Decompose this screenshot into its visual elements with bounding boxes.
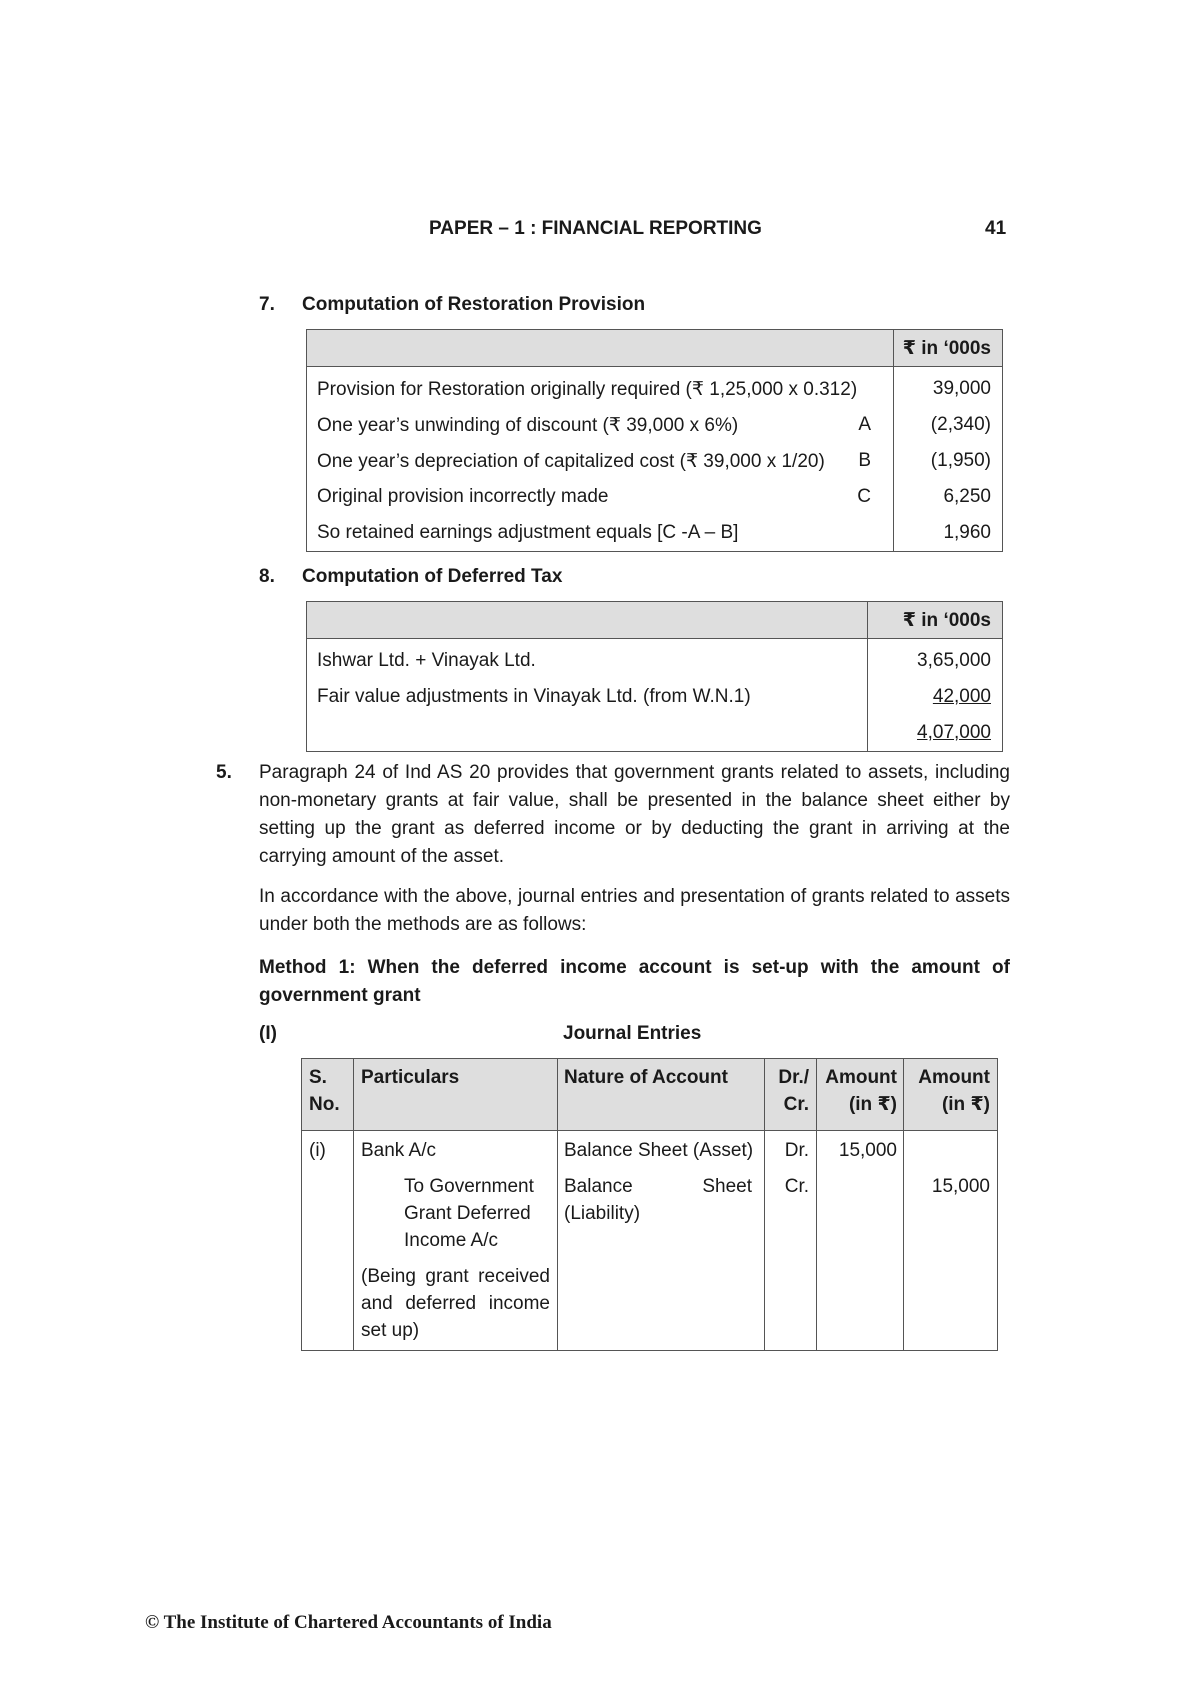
row-value: (2,340): [894, 407, 1003, 443]
deferred-tax-table: [306, 601, 1003, 752]
answer-5-number: 5.: [216, 762, 232, 783]
sub-label: (I): [259, 1023, 277, 1044]
entry-2-particular: To Government Grant Deferred Income A/c: [404, 1176, 534, 1251]
header-amount-cr: Amount (in ₹): [904, 1059, 998, 1131]
total-value: 4,07,000: [917, 722, 991, 743]
table-row: [307, 479, 1003, 515]
entry-1-particular: Bank A/c: [361, 1140, 436, 1161]
section-8-number: 8.: [259, 566, 275, 587]
row-desc: Ishwar Ltd. + Vinayak Ltd.: [307, 639, 868, 680]
row-value: (1,950): [894, 443, 1003, 479]
header-sno: S. No.: [302, 1059, 354, 1131]
copyright-footer: © The Institute of Chartered Accountants of India: [145, 1612, 552, 1633]
answer-5-paragraph-1: Paragraph 24 of Ind AS 20 provides that government grants related to assets, including non-monetary grants at fair value, shall be presented in the balance sheet either by setting up the grant as deferred income or by deducting the grant in arriving at the carrying amount of the asset.: [259, 762, 1010, 867]
row-value: 3,65,000: [868, 639, 1003, 680]
journal-entries-title: Journal Entries: [563, 1023, 702, 1044]
method-1-heading: Method 1: When the deferred income account is set-up with the amount of government grant: [259, 957, 1010, 1006]
entry-1-nature: Balance Sheet (Asset): [564, 1140, 754, 1161]
row-desc: Original provision incorrectly made: [317, 486, 609, 507]
entry-2-drcr: Cr.: [784, 1176, 809, 1197]
row-desc: [307, 715, 868, 752]
table-row: [307, 367, 1003, 408]
entry-sno: (i): [302, 1131, 354, 1351]
restoration-provision-table: [306, 329, 1003, 552]
table-row: [307, 443, 1003, 479]
row-tag: A: [858, 413, 871, 435]
row-desc: Provision for Restoration originally required (₹ 1,25,000 x 0.312): [317, 378, 858, 400]
header-particulars: Particulars: [354, 1059, 558, 1131]
entry-2-amount: 15,000: [931, 1176, 990, 1197]
table-row: [307, 679, 1003, 715]
table-header-row: [302, 1059, 998, 1131]
section-7-title: Computation of Restoration Provision: [302, 294, 646, 315]
header-drcr: Dr./ Cr.: [765, 1059, 817, 1131]
entry-1-drcr: Dr.: [784, 1140, 809, 1161]
row-tag: B: [858, 449, 871, 471]
answer-5-paragraph-2: In accordance with the above, journal entries and presentation of grants related to assets under both the methods are as follows:: [259, 886, 1010, 935]
row-value: 6,250: [894, 479, 1003, 515]
running-header-title: PAPER – 1 : FINANCIAL REPORTING: [429, 218, 762, 239]
table-row: [307, 715, 1003, 752]
entry-narration: (Being grant received and deferred income set up): [361, 1266, 550, 1341]
table-row: [307, 639, 1003, 680]
row-desc: So retained earnings adjustment equals [C -A – B]: [317, 522, 739, 543]
row-tag: C: [857, 486, 871, 507]
section-8-title: Computation of Deferred Tax: [302, 566, 563, 587]
table-row: [307, 407, 1003, 443]
table-header-row: [307, 330, 1003, 367]
entry-1-amount: 15,000: [838, 1140, 897, 1161]
row-desc: One year’s unwinding of discount (₹ 39,000 x 6%): [317, 414, 739, 436]
table-header-row: [307, 602, 1003, 639]
journal-entries-table: [301, 1058, 998, 1351]
unit-header: ₹ in ‘000s: [868, 602, 1003, 639]
unit-header: ₹ in ‘000s: [894, 330, 1003, 367]
table-row: [307, 515, 1003, 552]
section-7-number: 7.: [259, 294, 275, 315]
entry-2-nature: Balance Sheet (Liability): [564, 1176, 752, 1224]
header-nature: Nature of Account: [558, 1059, 765, 1131]
header-amount-dr: Amount (in ₹): [817, 1059, 904, 1131]
row-desc: Fair value adjustments in Vinayak Ltd. (from W.N.1): [307, 679, 868, 715]
table-row: [302, 1131, 998, 1351]
page-number: 41: [985, 218, 1007, 239]
row-value: 39,000: [894, 367, 1003, 408]
row-value: 42,000: [932, 686, 991, 707]
row-desc: One year’s depreciation of capitalized cost (₹ 39,000 x 1/20): [317, 450, 825, 472]
row-value: 1,960: [894, 515, 1003, 552]
